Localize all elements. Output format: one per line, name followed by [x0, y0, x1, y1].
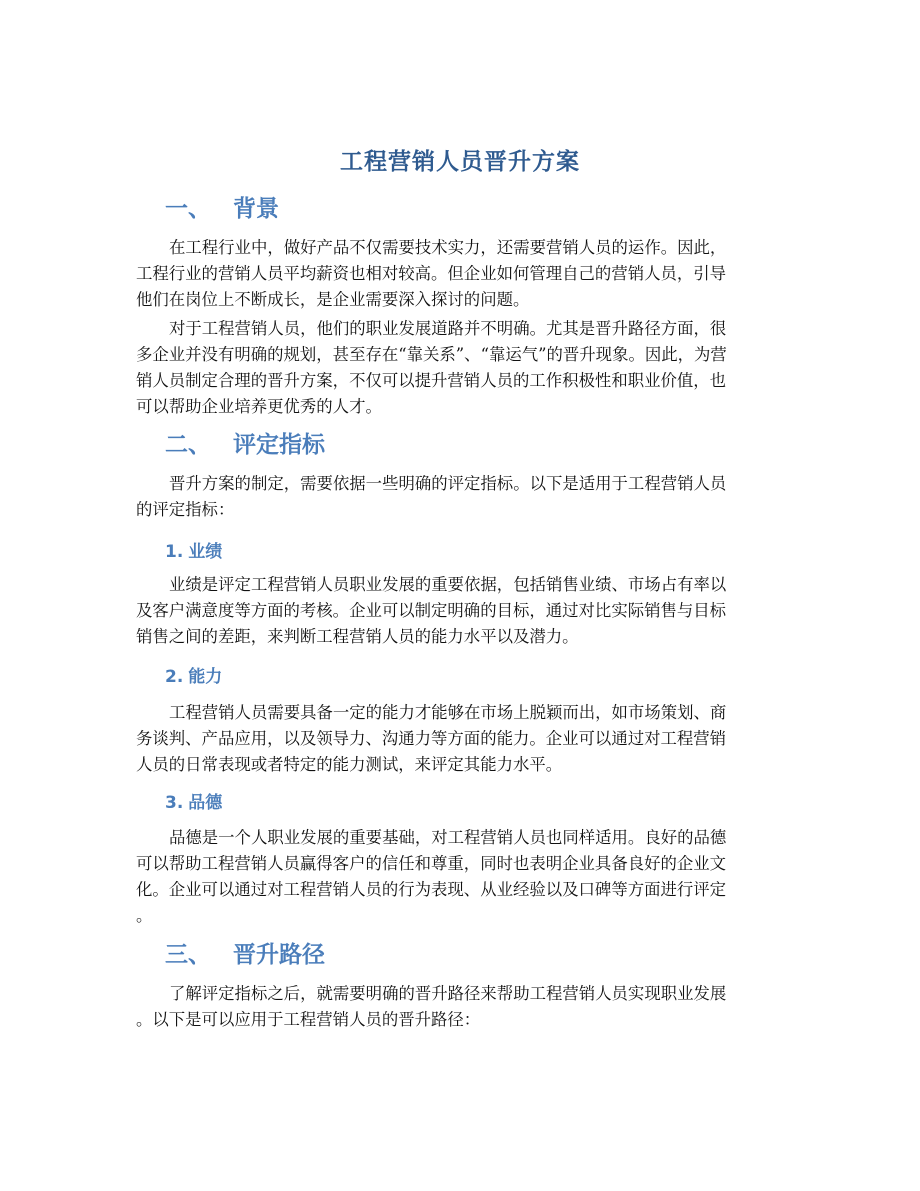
paragraph	[136, 235, 786, 313]
text-line: 业绩是评定工程营销人员职业发展的重要依据，包括销售业绩、市场占有率以	[169, 575, 727, 594]
subsection-number: 1.	[165, 542, 184, 562]
text-line: 晋升方案的制定，需要依据一些明确的评定指标。以下是适用于工程营销人员	[169, 474, 727, 493]
section-heading-criteria	[165, 426, 325, 459]
text-line: 品德是一个人职业发展的重要基础，对工程营销人员也同样适用。良好的品德	[169, 828, 727, 847]
section-title: 晋升路径	[233, 942, 325, 968]
text-line: 工程营销人员需要具备一定的能力才能够在市场上脱颖而出，如市场策划、商	[169, 703, 727, 722]
text-line: 多企业并没有明确的规划，甚至存在“靠关系”、“靠运气”的晋升现象。因此，为营	[136, 345, 727, 364]
section-title: 背景	[233, 196, 279, 222]
text-line: 。以下是可以应用于工程营销人员的晋升路径：	[136, 1010, 481, 1029]
paragraph	[136, 981, 786, 1033]
section-number: 一、	[165, 196, 211, 222]
text-line: 人员的日常表现或者特定的能力测试，来评定其能力水平。	[136, 755, 563, 774]
text-line: 可以帮助工程营销人员赢得客户的信任和尊重，同时也表明企业具备良好的企业文	[136, 854, 727, 873]
text-line: 他们在岗位上不断成长，是企业需要深入探讨的问题。	[136, 290, 530, 309]
section-heading-background	[165, 190, 279, 223]
text-line: 及客户满意度等方面的考核。企业可以制定明确的目标，通过对比实际销售与目标	[136, 601, 727, 620]
text-line: 对于工程营销人员，他们的职业发展道路并不明确。尤其是晋升路径方面，很	[169, 319, 727, 338]
text-line: 化。企业可以通过对工程营销人员的行为表现、从业经验以及口碑等方面进行评定	[136, 880, 727, 899]
text-line: 销人员制定合理的晋升方案，不仅可以提升营销人员的工作积极性和职业价值，也	[136, 371, 727, 390]
text-line: 。	[136, 906, 153, 925]
text-line: 务谈判、产品应用，以及领导力、沟通力等方面的能力。企业可以通过对工程营销	[136, 729, 727, 748]
subsection-title: 能力	[188, 667, 223, 687]
subsection-title: 品德	[188, 793, 223, 813]
text-line: 可以帮助企业培养更优秀的人才。	[136, 397, 382, 416]
subsection-heading-character	[165, 788, 222, 813]
text-line: 工程行业的营销人员平均薪资也相对较高。但企业如何管理自己的营销人员，引导	[136, 264, 727, 283]
paragraph	[136, 825, 786, 929]
section-title: 评定指标	[233, 432, 325, 458]
paragraph	[136, 572, 786, 650]
paragraph	[136, 316, 786, 420]
text-line: 销售之间的差距，来判断工程营销人员的能力水平以及潜力。	[136, 627, 579, 646]
subsection-number: 3.	[165, 793, 184, 813]
paragraph	[136, 471, 786, 523]
document-title: 工程营销人员晋升方案	[340, 149, 580, 175]
paragraph	[136, 700, 786, 778]
text-line: 的评定指标：	[136, 500, 235, 519]
text-line: 了解评定指标之后，就需要明确的晋升路径来帮助工程营销人员实现职业发展	[169, 984, 727, 1003]
text-line: 在工程行业中，做好产品不仅需要技术实力，还需要营销人员的运作。因此，	[169, 238, 727, 257]
section-heading-promotion-path	[165, 936, 325, 969]
subsection-heading-performance	[165, 537, 222, 562]
subsection-number: 2.	[165, 667, 184, 687]
section-number: 三、	[165, 942, 211, 968]
subsection-heading-ability	[165, 662, 222, 687]
section-number: 二、	[165, 432, 211, 458]
subsection-title: 业绩	[188, 542, 223, 562]
